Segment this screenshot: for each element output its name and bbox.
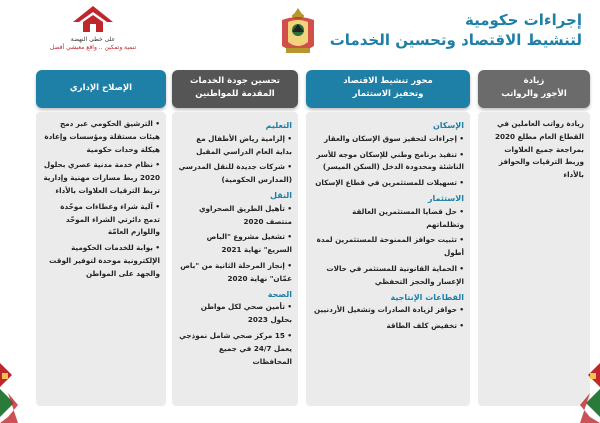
column-body — [306, 112, 470, 406]
column-header — [478, 70, 590, 108]
coat-of-arms-icon — [278, 6, 318, 58]
column-body — [36, 112, 166, 406]
list-item: • نظام خدمة مدنية عصري بحلول 2020 ربط مسارات مهنية وإدارية تربط الترقيات العلاوات بالأداء — [43, 160, 160, 195]
column-body — [172, 112, 298, 406]
list-item: • الترشيق الحكومي عبر دمج هيئات مستقلة ومؤسسات وإعادة هيكلة وحدات حكومية — [44, 119, 160, 154]
section-heading: الإسكان — [432, 121, 464, 130]
campaign-logo — [38, 4, 148, 64]
decorative-pattern-left — [0, 353, 38, 423]
column-header-line2: الأجور والرواتب — [501, 89, 567, 99]
column-header-line2: المقدمة للمواطنين — [195, 89, 275, 99]
list-item: • إلزامية رياض الأطفال مع بداية العام الدراسي المقبل — [196, 133, 292, 156]
list-item: • تثبيت حوافز الممنوحة للمستثمرين لمدة أطول — [316, 235, 464, 258]
column-header-line1: زيادة — [523, 76, 545, 86]
list-item: • تأهيل الطريق الصحراوي منتصف 2020 — [198, 203, 292, 226]
column-header — [36, 70, 166, 108]
decorative-pattern-right — [560, 353, 600, 423]
logo-slogan: تنمية وتمكين .. واقع معيشي أفضل — [49, 44, 137, 51]
page-subtitle: لتنشيط الاقتصاد وتحسين الخدمات — [329, 31, 582, 49]
list-item: • الحماية القانونية للمستثمر في حالات الإعسار والحجز التحفظي — [326, 263, 464, 286]
section-heading: الصحة — [267, 289, 292, 299]
list-item: • تخفيض كلف الطاقة — [386, 321, 464, 331]
list-item: زيادة رواتب العاملين في القطاع العام مطلع 2020 بمراجعة جميع العلاوات وربط الترقيات والحوافز بالأداء — [495, 119, 584, 180]
column-header-line2: وتحفيز الاستثمار — [352, 89, 424, 99]
list-item: • إجراءات لتحفيز سوق الإسكان والعقار — [323, 133, 464, 143]
logo-text: على خطى النهضة — [70, 36, 116, 43]
list-item: • آلية شراء وعطاءات موحّدة تدمج دائرتي الشراء الموحّد واللوازم العامّة — [60, 201, 160, 237]
column-header-line1: الإصلاح الإداري — [69, 83, 133, 93]
column-services — [172, 70, 298, 406]
column-economy — [306, 70, 470, 406]
list-item: • إنجاز المرحلة الثانية من "باص عمّان" نهاية 2020 — [180, 260, 292, 283]
section-heading: التعليم — [265, 121, 292, 130]
section-heading: القطاعات الإنتاجية — [390, 292, 464, 302]
column-header-line1: تحسين جودة الخدمات — [190, 76, 280, 86]
list-item: • حوافز لزيادة الصادرات وتشغيل الأردنيين — [314, 305, 464, 315]
list-item: • بوابة للخدمات الحكومية الإلكترونية موحدة لتوفير الوقت والجهد على المواطن — [49, 243, 160, 278]
list-item: • تأمين صحي لكل مواطن بحلول 2023 — [200, 302, 292, 325]
column-admin-reform — [36, 70, 166, 406]
list-item: • تنفيذ برنامج وطني للإسكان موجه للأسر الناشئة ومحدودة الدخل (السكن الميسر) — [316, 149, 464, 172]
list-item: • 15 مركز صحي شامل نموذجي يعمل 24/7 في جميع المحافظات — [179, 330, 292, 366]
column-header — [306, 70, 470, 108]
page-title: إجراءات حكومية — [465, 11, 582, 29]
section-heading: النقل — [270, 190, 292, 200]
title-block — [330, 10, 582, 50]
column-header-line1: محور تنشيط الاقتصاد — [343, 76, 433, 86]
header — [0, 0, 600, 72]
list-item: • حل قضايا المستثمرين العالقة وتظلماتهم — [352, 206, 464, 229]
section-heading: الاستثمار — [427, 193, 464, 203]
list-item: • تشغيل مشروع "الباص السريع" نهاية 2021 — [206, 232, 292, 255]
house-logo-icon — [71, 4, 115, 34]
list-item: • شركات جديدة للنقل المدرسي (المدارس الحكومية) — [178, 162, 292, 185]
list-item: • تسهيلات للمستثمرين في قطاع الإسكان — [315, 178, 464, 188]
column-header — [172, 70, 298, 108]
